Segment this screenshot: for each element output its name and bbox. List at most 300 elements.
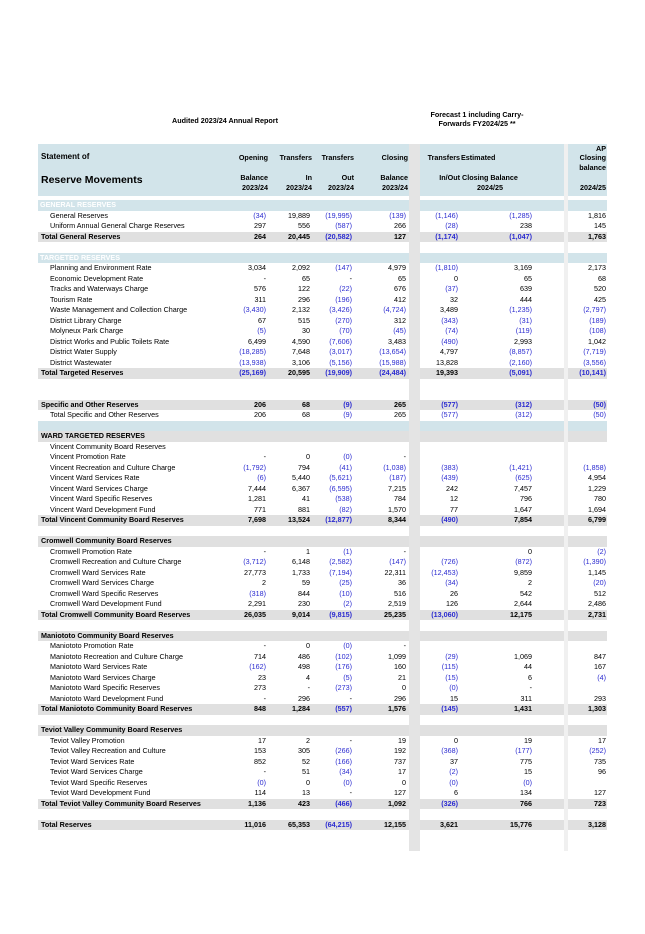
row-value: (34)	[445, 578, 458, 587]
row-label: Maniototo Ward Specific Reserves	[50, 683, 160, 692]
row-value: 68	[302, 399, 310, 409]
row-value: (9,815)	[329, 609, 352, 619]
row-value: 0	[306, 777, 310, 787]
row-value: 7,698	[248, 515, 266, 524]
row-label: Maniototo Recreation and Culture Charge	[50, 651, 184, 661]
total-row-bg	[420, 631, 564, 642]
col-header-group	[0, 0, 645, 200]
table-row	[0, 547, 645, 558]
row-value: 3,169	[514, 263, 532, 272]
row-value: 13,524	[288, 515, 310, 524]
row-value: (50)	[593, 410, 606, 419]
row-value: 68	[598, 273, 606, 283]
row-value: 20,445	[288, 231, 310, 241]
row-value: (2)	[597, 546, 606, 556]
row-value: (490)	[441, 336, 458, 346]
row-value: 423	[298, 798, 310, 808]
row-value: (0)	[523, 777, 532, 787]
row-label: District Works and Public Toilets Rate	[50, 336, 170, 346]
row-value: 265	[394, 399, 406, 409]
row-value: 1,816	[588, 210, 606, 220]
row-value: 1	[306, 546, 310, 556]
row-value: (577)	[441, 410, 458, 419]
col-balance-1: Balance	[240, 173, 268, 182]
row-value: (18,285)	[239, 347, 266, 356]
row-value: (177)	[515, 746, 532, 755]
row-value: 486	[298, 651, 310, 661]
row-value: (25)	[339, 578, 352, 587]
table-row	[0, 442, 645, 453]
row-value: -	[263, 546, 266, 556]
row-value: (2,582)	[329, 557, 352, 566]
row-value: (3,430)	[243, 305, 266, 314]
row-value: 41	[302, 494, 310, 503]
row-value: 8,344	[388, 515, 406, 524]
row-value: (13,938)	[239, 357, 266, 367]
row-value: 1,069	[514, 651, 532, 661]
row-value: 36	[398, 578, 406, 587]
row-value: 1,042	[588, 336, 606, 346]
row-value: 2	[262, 578, 266, 587]
row-label: Tracks and Waterways Charge	[50, 284, 149, 293]
total-row	[0, 536, 645, 547]
row-value: -	[263, 767, 266, 776]
table-row	[0, 305, 645, 316]
report-title-right: Forecast 1 including Carry-Forwards FY2024/25 **	[430, 110, 524, 128]
row-value: (34)	[339, 767, 352, 776]
row-value: (37)	[445, 284, 458, 293]
row-value: 26	[450, 588, 458, 598]
col-closing: Closing	[381, 153, 408, 162]
row-value: (10,141)	[579, 368, 606, 377]
col-ap-closing: Closing balance	[579, 153, 606, 172]
row-value: (45)	[393, 326, 406, 335]
total-row-bg	[420, 536, 564, 547]
row-value: 2,173	[588, 263, 606, 272]
total-row	[0, 400, 645, 411]
row-value: 26,035	[244, 609, 266, 619]
row-value: 311	[254, 294, 266, 304]
row-value: (28)	[445, 221, 458, 230]
row-value: 13	[302, 788, 310, 797]
total-row-bg	[568, 725, 607, 736]
row-value: (19,995)	[325, 210, 352, 220]
row-label: Uniform Annual General Charge Reserves	[50, 221, 185, 230]
row-value: (12,453)	[431, 567, 458, 577]
total-row	[0, 368, 645, 379]
row-label: Cromwell Ward Services Rate	[50, 567, 146, 577]
row-value: (7,719)	[583, 347, 606, 356]
row-value: 1,281	[248, 494, 266, 503]
table-row	[0, 673, 645, 684]
row-value: 1,694	[588, 504, 606, 514]
table-row	[0, 295, 645, 306]
row-value: (15,988)	[379, 357, 406, 367]
col-year-3: 2023/24	[328, 183, 354, 192]
row-value: 0	[306, 641, 310, 650]
row-value: (273)	[335, 683, 352, 692]
row-value: 1,099	[388, 651, 406, 661]
row-value: 160	[394, 662, 406, 671]
col-inout: In/Out	[439, 173, 460, 182]
row-value: 6,148	[292, 557, 310, 566]
row-value: 4,954	[588, 473, 606, 482]
row-value: 12	[450, 494, 458, 503]
row-value: 2,644	[514, 599, 532, 608]
row-label: Vincent Community Board Reserves	[50, 441, 166, 451]
row-value: 848	[254, 704, 266, 713]
blank-band-row	[0, 421, 645, 432]
row-value: (2,797)	[583, 305, 606, 314]
row-value: 0	[454, 273, 458, 283]
row-value: (270)	[335, 315, 352, 325]
row-label: Maniototo Promotion Rate	[50, 641, 134, 650]
table-row	[0, 463, 645, 474]
row-value: (439)	[441, 473, 458, 482]
row-label: Maniototo Ward Services Charge	[50, 672, 156, 682]
row-value: 11,016	[244, 819, 266, 829]
row-value: (139)	[389, 210, 406, 220]
row-value: 0	[454, 735, 458, 745]
row-label: Planning and Environment Rate	[50, 263, 152, 272]
row-value: (9)	[343, 410, 352, 419]
row-value: 1,647	[514, 504, 532, 514]
row-value: (115)	[441, 662, 458, 671]
row-value: 65	[398, 273, 406, 283]
row-value: 65	[302, 273, 310, 283]
row-value: (1,792)	[243, 462, 266, 472]
row-value: 44	[524, 662, 532, 671]
row-label: Total Cromwell Community Board Reserves	[41, 609, 191, 619]
row-value: (24,484)	[379, 368, 406, 377]
row-value: 0	[306, 452, 310, 461]
row-value: 23	[258, 672, 266, 682]
row-label: Cromwell Ward Development Fund	[50, 599, 162, 608]
row-value: -	[263, 452, 266, 461]
row-value: (12,877)	[325, 515, 352, 524]
row-value: 714	[254, 651, 266, 661]
row-value: 4,979	[388, 263, 406, 272]
row-value: 96	[598, 767, 606, 776]
table-row	[0, 788, 645, 799]
row-value: 3,034	[248, 263, 266, 272]
row-value: 65	[524, 273, 532, 283]
report-title-left: Audited 2023/24 Annual Report	[172, 116, 278, 125]
row-value: 15,776	[510, 819, 532, 829]
row-value: 1,570	[388, 504, 406, 514]
row-label: WARD TARGETED RESERVES	[41, 431, 145, 440]
row-value: (22)	[339, 284, 352, 293]
row-value: 2,993	[514, 336, 532, 346]
row-value: (82)	[339, 504, 352, 514]
row-value: (383)	[441, 462, 458, 472]
table-row	[0, 694, 645, 705]
row-value: (20)	[593, 578, 606, 587]
row-value: 22,311	[384, 567, 406, 577]
col-balance-2: Balance	[380, 173, 408, 182]
total-row	[0, 232, 645, 243]
row-value: 59	[302, 578, 310, 587]
row-value: (187)	[389, 473, 406, 482]
row-value: 32	[450, 294, 458, 304]
total-row-bg	[568, 536, 607, 547]
row-value: 17	[398, 767, 406, 776]
row-value: (5,621)	[329, 473, 352, 482]
row-value: (587)	[335, 221, 352, 230]
row-value: (162)	[249, 662, 266, 671]
row-label: District Water Supply	[50, 347, 117, 356]
row-label: Maniototo Community Board Reserves	[41, 630, 174, 640]
row-value: (0)	[257, 777, 266, 787]
row-value: 7,457	[514, 483, 532, 493]
col-opening: Opening	[238, 153, 268, 162]
row-label: Cromwell Promotion Rate	[50, 546, 132, 556]
row-value: (4)	[597, 672, 606, 682]
row-value: 27,773	[244, 567, 266, 577]
row-value: (25,169)	[239, 368, 266, 377]
row-value: 145	[594, 221, 606, 230]
table-row	[0, 599, 645, 610]
total-row	[0, 515, 645, 526]
row-value: 127	[594, 788, 606, 797]
row-label: Total Teviot Valley Community Board Reserves	[41, 798, 201, 808]
col-transfers-out: Transfers	[321, 153, 354, 162]
row-value: 0	[528, 546, 532, 556]
row-value: 17	[258, 735, 266, 745]
table-row	[0, 337, 645, 348]
table-row	[0, 641, 645, 652]
row-value: (147)	[389, 557, 406, 566]
row-value: (318)	[249, 588, 266, 598]
row-value: (5)	[257, 326, 266, 335]
row-value: (0)	[343, 641, 352, 650]
row-value: 7,648	[292, 347, 310, 356]
category-band	[420, 200, 564, 211]
row-value: (70)	[339, 326, 352, 335]
row-value: (3,017)	[329, 347, 352, 356]
row-value: 1,303	[588, 704, 606, 713]
total-row	[0, 431, 645, 442]
row-value: (2,160)	[509, 357, 532, 367]
table-row	[0, 589, 645, 600]
row-value: 512	[594, 588, 606, 598]
table-row	[0, 274, 645, 285]
total-row	[0, 610, 645, 621]
row-value: 293	[594, 693, 606, 703]
row-value: (1)	[343, 546, 352, 556]
row-value: 1,576	[388, 704, 406, 713]
row-label: Maniototo Ward Development Fund	[50, 693, 164, 703]
row-value: 3,621	[440, 819, 458, 829]
category-header	[0, 253, 645, 264]
row-label: Total Targeted Reserves	[41, 368, 124, 377]
row-value: 784	[394, 494, 406, 503]
row-value: 516	[394, 588, 406, 598]
row-label: Total General Reserves	[41, 231, 121, 241]
row-value: 4,797	[440, 347, 458, 356]
statement-of-label: Statement of	[41, 152, 90, 161]
row-value: 30	[302, 326, 310, 335]
row-value: 273	[254, 683, 266, 692]
row-label: Total Specific and Other Reserves	[50, 410, 159, 419]
row-value: 65,353	[288, 819, 310, 829]
row-value: (1,858)	[583, 462, 606, 472]
row-value: (872)	[515, 557, 532, 566]
row-value: (9)	[343, 399, 352, 409]
row-value: (368)	[441, 746, 458, 755]
row-value: 542	[520, 588, 532, 598]
row-value: 7,854	[514, 515, 532, 524]
row-value: 780	[594, 494, 606, 503]
row-label: Teviot Ward Specific Reserves	[50, 777, 148, 787]
row-value: 264	[254, 231, 266, 241]
row-value: 852	[254, 756, 266, 766]
col-year-4: 2023/24	[382, 183, 408, 192]
row-value: 7,215	[388, 483, 406, 493]
row-value: 6	[528, 672, 532, 682]
row-value: (10)	[339, 588, 352, 598]
row-value: (5,156)	[329, 357, 352, 367]
row-label: Vincent Recreation and Culture Charge	[50, 462, 176, 472]
row-value: 2,092	[292, 263, 310, 272]
row-value: (466)	[335, 798, 352, 808]
row-value: (3,712)	[243, 557, 266, 566]
row-label: Vincent Ward Services Charge	[50, 483, 148, 493]
total-row	[0, 799, 645, 810]
row-value: 844	[298, 588, 310, 598]
category-header	[0, 200, 645, 211]
row-value: 206	[254, 399, 266, 409]
row-value: (166)	[335, 756, 352, 766]
row-value: (326)	[441, 798, 458, 808]
row-value: (1,146)	[435, 210, 458, 220]
row-value: (13,654)	[379, 347, 406, 356]
row-value: 7,444	[248, 483, 266, 493]
table-row	[0, 263, 645, 274]
row-value: (6,595)	[329, 483, 352, 493]
row-value: 3,106	[292, 357, 310, 367]
total-row	[0, 704, 645, 715]
row-value: 2,731	[588, 609, 606, 619]
row-value: 15	[524, 767, 532, 776]
row-value: -	[349, 693, 352, 703]
row-value: (176)	[335, 662, 352, 671]
row-value: 737	[394, 756, 406, 766]
row-value: 723	[594, 798, 606, 808]
row-value: (3,426)	[329, 305, 352, 314]
row-value: 1,431	[514, 704, 532, 713]
table-row	[0, 578, 645, 589]
row-value: 296	[298, 693, 310, 703]
col-year-2: 2023/24	[286, 183, 312, 192]
row-value: -	[403, 641, 406, 650]
row-value: 2	[528, 578, 532, 587]
row-label: Vincent Ward Development Fund	[50, 504, 156, 514]
row-value: (1,047)	[509, 231, 532, 241]
col-year-1: 2023/24	[242, 183, 268, 192]
row-value: 6,499	[248, 336, 266, 346]
row-value: 15	[450, 693, 458, 703]
row-value: (147)	[335, 263, 352, 272]
table-row	[0, 662, 645, 673]
row-value: -	[307, 683, 310, 692]
row-value: 412	[394, 294, 406, 304]
col-estimated: Estimated	[461, 153, 496, 162]
table-row	[0, 484, 645, 495]
row-value: 19	[398, 735, 406, 745]
row-value: 77	[450, 504, 458, 514]
row-value: 515	[298, 315, 310, 325]
row-value: 114	[254, 788, 266, 797]
table-row	[0, 757, 645, 768]
row-value: 17	[598, 735, 606, 745]
table-row	[0, 767, 645, 778]
row-value: 25,235	[384, 609, 406, 619]
row-value: (0)	[449, 777, 458, 787]
col-year-6: 2024/25	[580, 183, 606, 192]
row-value: (15)	[445, 672, 458, 682]
row-value: (189)	[589, 315, 606, 325]
row-value: 67	[258, 315, 266, 325]
row-value: 68	[302, 410, 310, 419]
row-value: 13,828	[436, 357, 458, 367]
row-value: (625)	[515, 473, 532, 482]
row-value: 425	[594, 294, 606, 304]
row-value: (577)	[441, 399, 458, 409]
row-value: 305	[298, 746, 310, 755]
row-value: 9,859	[514, 567, 532, 577]
row-value: -	[403, 546, 406, 556]
row-label: Teviot Valley Recreation and Culture	[50, 746, 166, 755]
row-value: 1,145	[588, 567, 606, 577]
row-value: 2,291	[248, 599, 266, 608]
row-value: 766	[520, 798, 532, 808]
row-label: Economic Development Rate	[50, 273, 144, 283]
row-value: 796	[520, 494, 532, 503]
row-value: 775	[520, 756, 532, 766]
table-row	[0, 221, 645, 232]
row-value: (20,582)	[325, 231, 352, 241]
row-value: (0)	[449, 683, 458, 692]
row-value: 21	[398, 672, 406, 682]
row-value: 1,763	[588, 231, 606, 241]
row-value: (490)	[441, 515, 458, 524]
row-value: 0	[402, 777, 406, 787]
total-row-bg	[568, 431, 607, 442]
row-label: General Reserves	[50, 210, 108, 220]
row-value: (0)	[343, 777, 352, 787]
row-value: 2,132	[292, 305, 310, 314]
row-value: (50)	[593, 399, 606, 409]
row-value: 771	[254, 504, 266, 514]
row-value: (19,909)	[325, 368, 352, 377]
row-label: Vincent Ward Services Rate	[50, 473, 140, 482]
row-value: (6)	[257, 473, 266, 482]
row-value: 639	[520, 284, 532, 293]
row-label: Teviot Ward Services Charge	[50, 767, 143, 776]
row-value: 3,128	[588, 819, 606, 829]
table-row	[0, 347, 645, 358]
row-label: District Wastewater	[50, 357, 112, 367]
row-value: 238	[520, 221, 532, 230]
row-label: Teviot Valley Promotion	[50, 735, 125, 745]
col-transfers-in: Transfers	[279, 153, 312, 162]
row-value: (108)	[589, 326, 606, 335]
row-value: (1,421)	[509, 462, 532, 472]
row-value: 0	[402, 683, 406, 692]
row-value: (726)	[441, 557, 458, 566]
col-out: Out	[341, 173, 354, 182]
